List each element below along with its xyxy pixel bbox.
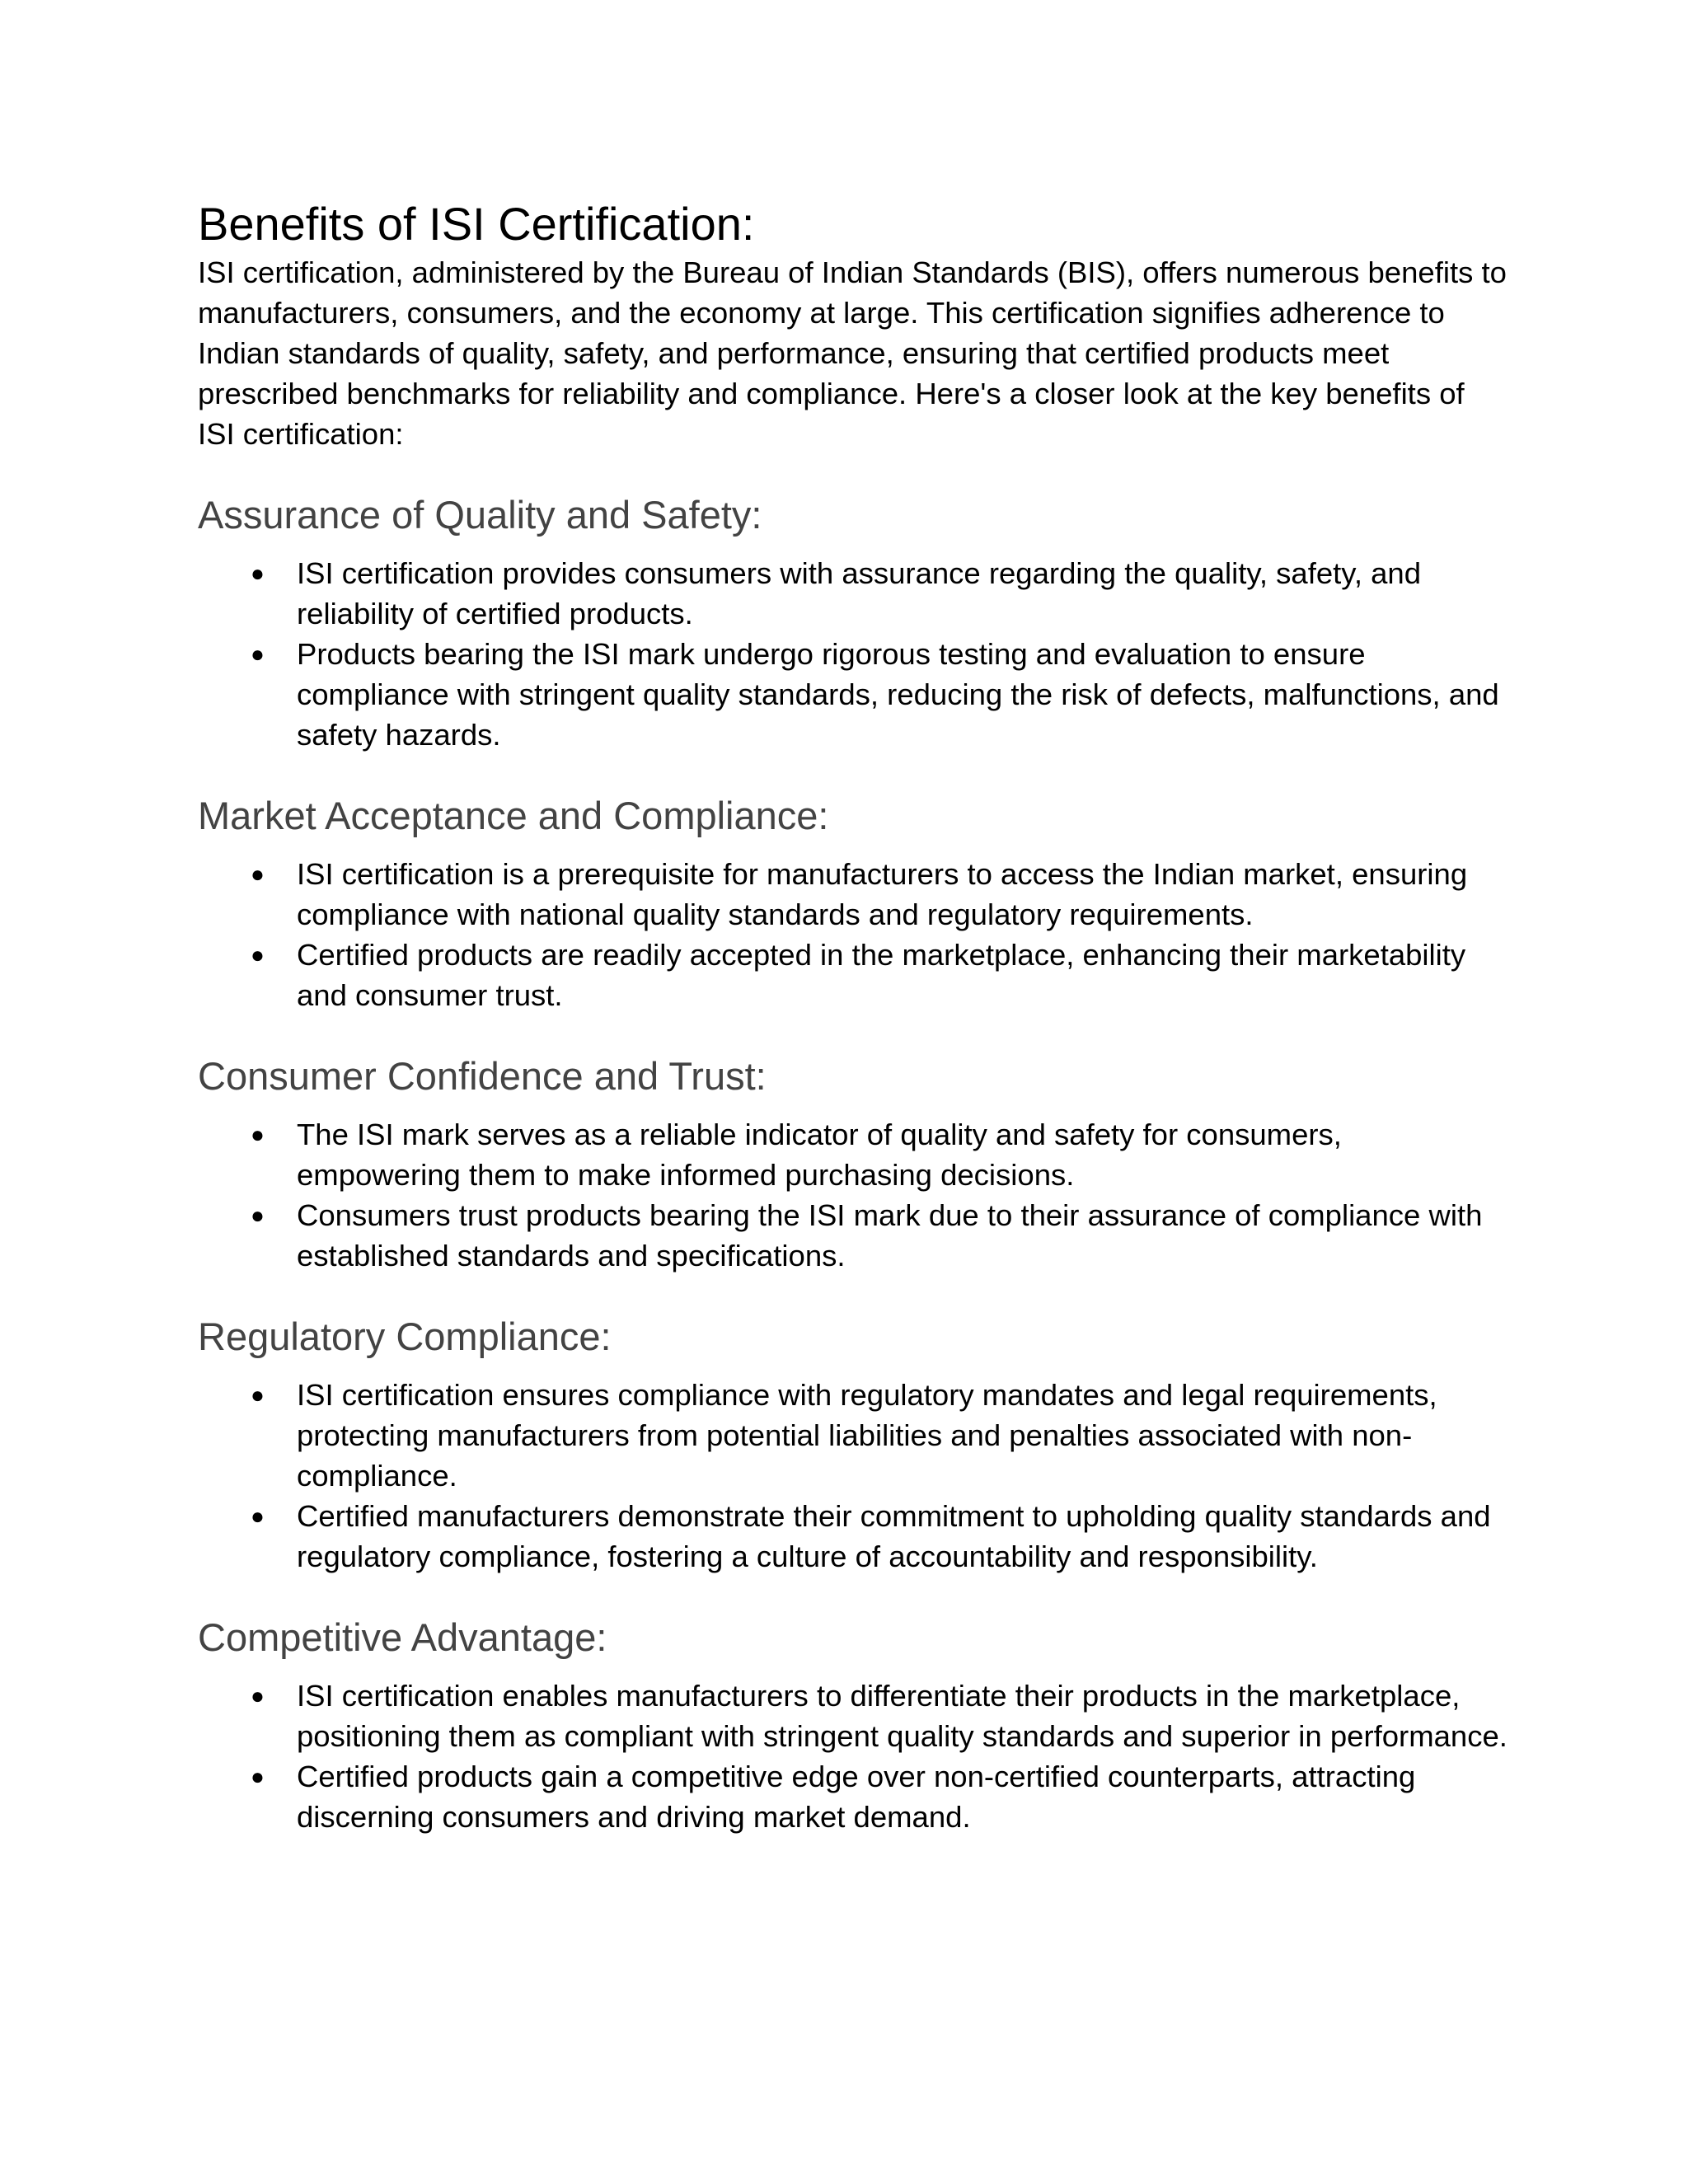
bullet-dot-icon: ● [251,560,265,586]
section-heading: Regulatory Compliance: [198,1315,612,1358]
bullet-item [198,634,1508,755]
bullet-item [198,1756,1508,1837]
bullet-dot-icon: ● [251,641,265,667]
bullet-text: ISI certification is a prerequisite for manufacturers to access the Indian market, ensuring compliance with national quality standards and regulatory requirements. [297,857,1468,931]
bullet-text: Certified products are readily accepted in the marketplace, enhancing their marketability and consumer trust. [297,938,1466,1012]
bullet-item [198,1675,1508,1756]
section-quality-safety [198,492,1508,755]
section-regulatory-compliance [198,1314,1508,1577]
bullet-item [198,854,1508,935]
section-competitive-advantage [198,1615,1508,1837]
bullet-dot-icon: ● [251,1503,265,1529]
bullet-dot-icon: ● [251,1382,265,1408]
bullet-item [198,553,1508,634]
bullet-item [198,1496,1508,1577]
bullet-list [198,854,1508,1015]
section-heading: Assurance of Quality and Safety: [198,493,762,537]
bullet-item [198,1114,1508,1195]
bullet-text: Certified manufacturers demonstrate their commitment to upholding quality standards and regulatory compliance, fostering a culture of accountability and responsibility. [297,1499,1491,1573]
bullet-text: ISI certification provides consumers with assurance regarding the quality, safety, and reliability of certified products. [297,556,1422,630]
bullet-list [198,1675,1508,1837]
bullet-list [198,1114,1508,1276]
bullet-item [198,1195,1508,1276]
bullet-text: ISI certification enables manufacturers to differentiate their products in the marketplace, positioning them as compliant with stringent quality standards and superior in performance. [297,1679,1507,1753]
bullet-dot-icon: ● [251,1764,265,1789]
section-consumer-confidence [198,1053,1508,1276]
section-heading: Competitive Advantage: [198,1615,607,1659]
bullet-dot-icon: ● [251,942,265,968]
bullet-dot-icon: ● [251,1122,265,1147]
bullet-item [198,935,1508,1015]
document-page [198,196,1508,1837]
bullet-item [198,1375,1508,1496]
bullet-list [198,553,1508,755]
section-market-acceptance [198,793,1508,1015]
bullet-text: The ISI mark serves as a reliable indicator of quality and safety for consumers, empowering them to make informed purchasing decisions. [297,1118,1342,1192]
bullet-text: Products bearing the ISI mark undergo rigorous testing and evaluation to ensure compliance with stringent quality standards, reducing the risk of defects, malfunctions, and safety hazards. [297,637,1499,752]
bullet-text: ISI certification ensures compliance with regulatory mandates and legal requirements, protecting manufacturers from potential liabilities and penalties associated with non-compliance. [297,1378,1437,1493]
bullet-dot-icon: ● [251,861,265,887]
bullet-list [198,1375,1508,1577]
section-heading: Market Acceptance and Compliance: [198,794,829,837]
intro-paragraph: ISI certification, administered by the Bureau of Indian Standards (BIS), offers numerous benefits to manufacturers, consumers, and the economy at large. This certification signifies adherence to Indian standards of quality, safety, and performance, ensuring that certified products meet prescribed benchmarks for reliability and compliance. Here's a closer look at the key benefits of ISI certification: [198,255,1507,451]
bullet-text: Consumers trust products bearing the ISI mark due to their assurance of compliance with established standards and specifications. [297,1198,1483,1272]
bullet-dot-icon: ● [251,1202,265,1228]
bullet-dot-icon: ● [251,1683,265,1708]
section-heading: Consumer Confidence and Trust: [198,1054,767,1098]
bullet-text: Certified products gain a competitive edge over non-certified counterparts, attracting discerning consumers and driving market demand. [297,1760,1416,1834]
document-title: Benefits of ISI Certification: [198,198,755,250]
